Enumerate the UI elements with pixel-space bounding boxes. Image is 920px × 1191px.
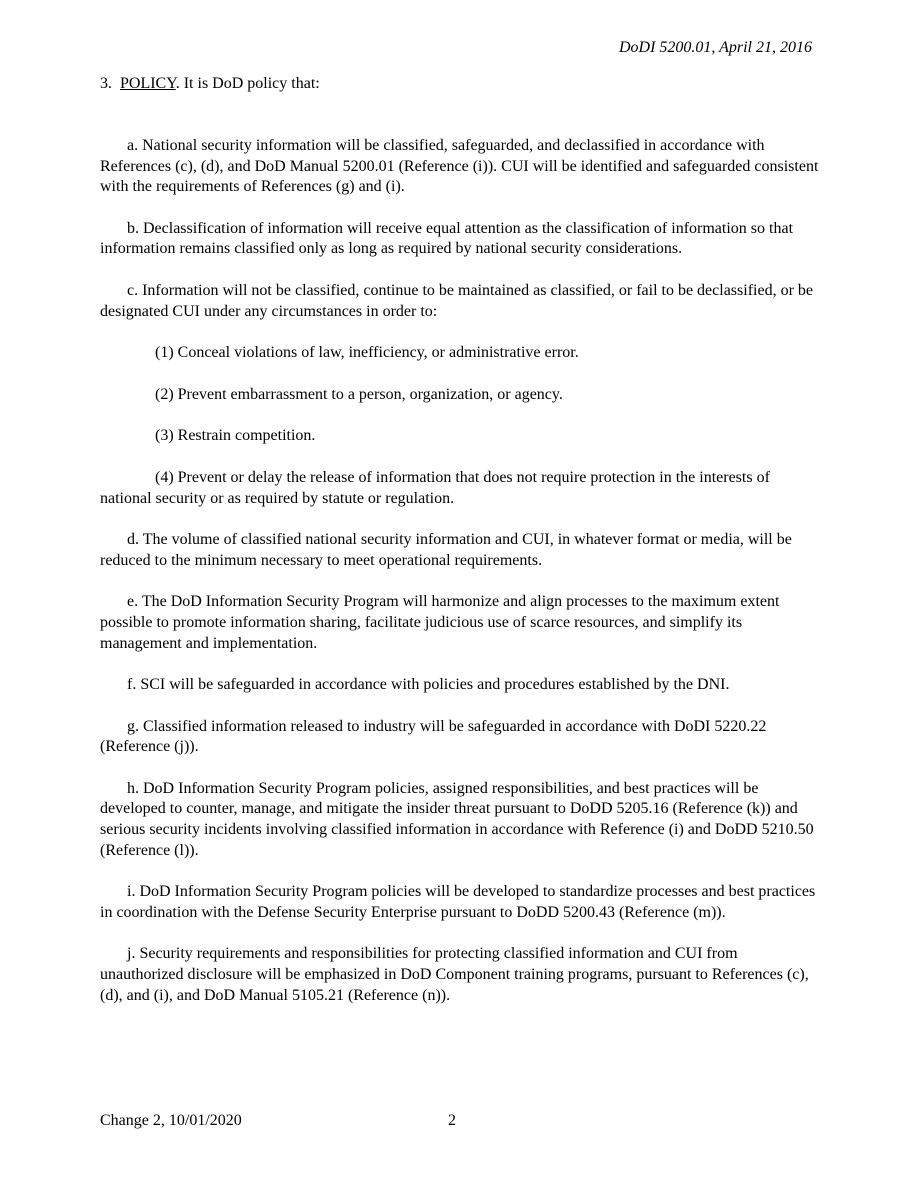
paragraph-b: b. Declassification of information will receive equal attention as the classification of information so that information remains classified only as long as required by national security considerations.: [100, 219, 794, 258]
paragraph-e: e. The DoD Information Security Program will harmonize and align processes to the maximum extent possible to promote information sharing, facilitate judicious use of scarce resources, and simplify its management and implementation.: [100, 593, 780, 652]
paragraph-d: d. The volume of classified national security information and CUI, in whatever format or media, will be reduced to the minimum necessary to meet operational requirements.: [100, 531, 792, 569]
paragraph-c-3: (3) Restrain competition.: [155, 427, 316, 445]
paragraph-f: f. SCI will be safeguarded in accordance with policies and procedures established by the DNI.: [127, 676, 730, 694]
page-number: 2: [448, 1112, 456, 1129]
paragraph-c: c. Information will not be classified, continue to be maintained as classified, or fail to be declassified, or be designated CUI under any circumstances in order to:: [100, 281, 814, 320]
paragraph-g: g. Classified information released to industry will be safeguarded in accordance with DoDI 5220.22 (Reference (j)).: [100, 717, 767, 756]
footer-change-date: Change 2, 10/01/2020: [100, 1112, 242, 1129]
section-intro: . It is DoD policy that:: [175, 75, 320, 92]
section-title: POLICY: [120, 75, 176, 92]
paragraph-c-1: (1) Conceal violations of law, inefficiency, or administrative error.: [155, 344, 579, 362]
paragraph-c-2: (2) Prevent embarrassment to a person, organization, or agency.: [155, 385, 563, 403]
paragraph-c-4: (4) Prevent or delay the release of information that does not require protection in the interests of national security or as required by statute or regulation.: [100, 468, 770, 507]
page-header: DoDI 5200.01, April 21, 2016: [618, 39, 812, 56]
paragraph-a: a. National security information will be classified, safeguarded, and declassified in accordance with References (c), (d), and DoD Manual 5200.01 (Reference (i)). CUI will be identified and safeguarded consistent with the requirements of References (g) and (i).: [100, 137, 819, 196]
paragraph-j: j. Security requirements and responsibilities for protecting classified information and CUI from unauthorized disclosure will be emphasized in DoD Component training programs, pursuant to References (c), (d), and (i), and DoD Manual 5105.21 (Reference (n)).: [100, 945, 809, 1004]
section-number: 3.: [100, 75, 112, 92]
paragraph-i: i. DoD Information Security Program policies will be developed to standardize processes and best practices in coordination with the Defense Security Enterprise pursuant to DoDD 5200.43 (Reference (m)).: [100, 883, 816, 921]
paragraph-h: h. DoD Information Security Program policies, assigned responsibilities, and best practices will be developed to counter, manage, and mitigate the insider threat pursuant to DoDD 5205.16 (Reference (k)) and serious security incidents involving classified information in accordance with Reference (i) and DoDD 5210.50 (Reference (l)).: [100, 779, 814, 859]
policy-content: [100, 136, 822, 1027]
section-heading: [100, 74, 320, 94]
